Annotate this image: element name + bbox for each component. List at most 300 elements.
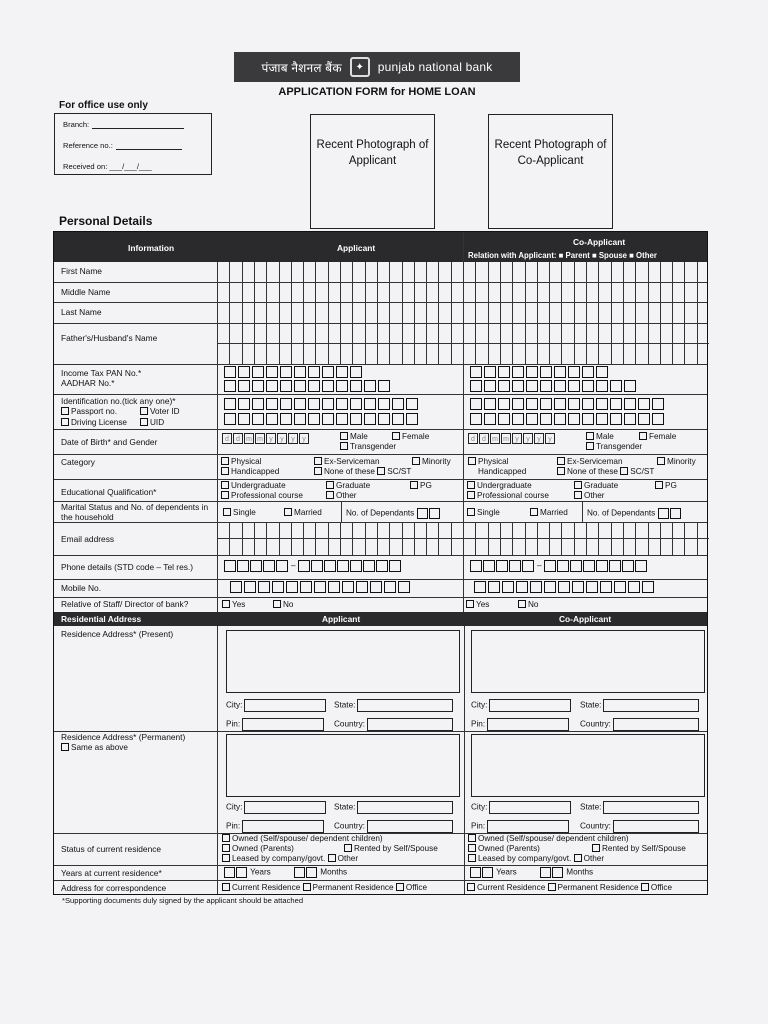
- coapplicant-id-boxes-2[interactable]: [470, 413, 665, 425]
- coapplicant-owned-self[interactable]: Owned (Self/spouse/ dependent children): [468, 834, 629, 843]
- phone-digit-box[interactable]: [609, 560, 621, 572]
- phone-digit-box[interactable]: [363, 560, 375, 572]
- char-box[interactable]: [470, 366, 482, 378]
- applicant-permanent-city[interactable]: City:: [226, 801, 326, 814]
- applicant-permanent-state[interactable]: State:: [334, 801, 453, 814]
- char-box[interactable]: [294, 380, 306, 392]
- char-box[interactable]: [322, 366, 334, 378]
- char-box[interactable]: [308, 380, 320, 392]
- applicant-phone-boxes[interactable]: [224, 560, 402, 572]
- char-box[interactable]: [378, 398, 390, 410]
- applicant-permanent-country[interactable]: Country:: [334, 820, 453, 833]
- char-box[interactable]: [474, 581, 486, 593]
- char-box[interactable]: [328, 581, 340, 593]
- coapplicant-female-option[interactable]: Female: [639, 432, 676, 441]
- char-box[interactable]: [392, 398, 404, 410]
- voter-id-option[interactable]: Voter ID: [140, 407, 180, 416]
- char-box[interactable]: [652, 398, 664, 410]
- char-box[interactable]: [224, 398, 236, 410]
- phone-digit-box[interactable]: [298, 560, 310, 572]
- coapplicant-handicapped-option[interactable]: Handicapped: [478, 467, 527, 476]
- char-box[interactable]: [370, 581, 382, 593]
- phone-digit-box[interactable]: [596, 560, 608, 572]
- received-field[interactable]: Received on: ___/___/___: [63, 162, 152, 171]
- applicant-dependants-field[interactable]: No. of Dependants: [346, 508, 441, 519]
- coapplicant-months-field[interactable]: Months: [540, 867, 593, 878]
- coapplicant-phone-boxes[interactable]: [470, 560, 648, 572]
- char-box[interactable]: [322, 380, 334, 392]
- applicant-permanent-address-box[interactable]: [226, 734, 460, 797]
- coapplicant-professional-option[interactable]: Professional course: [467, 491, 549, 500]
- char-box[interactable]: [512, 366, 524, 378]
- char-box[interactable]: [238, 380, 250, 392]
- coapplicant-correspondence-options[interactable]: Current Residence Permanent Residence Office: [467, 883, 672, 892]
- coapplicant-pg-option[interactable]: PG: [655, 481, 677, 490]
- char-box[interactable]: [582, 380, 594, 392]
- coapplicant-male-option[interactable]: Male: [586, 432, 614, 441]
- applicant-minority-option[interactable]: Minority: [412, 457, 451, 466]
- education-label: Educational Qualification*: [61, 487, 157, 497]
- identification-label: Identification no.(tick any one)*: [61, 396, 176, 406]
- grid-divider: [254, 262, 255, 364]
- char-box[interactable]: [266, 380, 278, 392]
- coapplicant-permanent-pin[interactable]: Pin:: [471, 820, 569, 833]
- phone-digit-box[interactable]: [557, 560, 569, 572]
- char-box[interactable]: [224, 380, 236, 392]
- phone-digit-box[interactable]: [350, 560, 362, 572]
- grid-divider: [537, 262, 538, 364]
- coapplicant-physical-option[interactable]: Physical: [468, 457, 509, 466]
- coapplicant-permanent-state[interactable]: State:: [580, 801, 699, 814]
- applicant-transgender-option[interactable]: Transgender: [340, 442, 396, 451]
- coapplicant-mobile-boxes[interactable]: [474, 581, 655, 593]
- applicant-pan-boxes[interactable]: [224, 366, 363, 378]
- dob-digit-box[interactable]: m: [244, 433, 254, 444]
- footnote: *Supporting documents duly signed by the applicant should be attached: [62, 896, 304, 905]
- grid-divider: [549, 262, 550, 364]
- years-residence-label: Years at current residence*: [61, 868, 162, 878]
- applicant-leased[interactable]: Leased by company/govt. Other: [222, 854, 358, 863]
- dob-digit-box[interactable]: y: [545, 433, 555, 444]
- phone-label: Phone details (STD code – Tel res.): [61, 562, 194, 572]
- coapplicant-permanent-address-box[interactable]: [471, 734, 705, 797]
- applicant-id-boxes-2[interactable]: [224, 413, 419, 425]
- char-box[interactable]: [498, 413, 510, 425]
- personal-details-heading: Personal Details: [59, 214, 153, 228]
- coapplicant-married-option[interactable]: Married: [530, 508, 568, 517]
- grid-divider: [525, 262, 526, 364]
- char-box[interactable]: [272, 581, 284, 593]
- char-box[interactable]: [610, 380, 622, 392]
- char-box[interactable]: [350, 413, 362, 425]
- char-box[interactable]: [378, 413, 390, 425]
- char-box[interactable]: [266, 398, 278, 410]
- char-box[interactable]: [294, 398, 306, 410]
- coapplicant-present-country[interactable]: Country:: [580, 718, 699, 731]
- applicant-professional-option[interactable]: Professional course: [221, 491, 303, 500]
- char-box[interactable]: [512, 380, 524, 392]
- applicant-present-pin[interactable]: Pin:: [226, 718, 324, 731]
- grid-divider: [377, 262, 378, 364]
- uid-option[interactable]: UID: [140, 418, 164, 427]
- same-as-above-option[interactable]: Same as above: [61, 743, 128, 752]
- char-box[interactable]: [364, 380, 376, 392]
- relation-with-applicant[interactable]: Relation with Applicant: ■ Parent ■ Spouse ■ Other: [468, 251, 657, 260]
- coapplicant-present-address-box[interactable]: [471, 630, 705, 693]
- char-box[interactable]: [582, 366, 594, 378]
- coapplicant-undergraduate-option[interactable]: Undergraduate: [467, 481, 532, 490]
- char-box[interactable]: [526, 398, 538, 410]
- char-box[interactable]: [308, 413, 320, 425]
- char-box[interactable]: [526, 380, 538, 392]
- char-box[interactable]: [596, 366, 608, 378]
- coapplicant-present-city[interactable]: City:: [471, 699, 571, 712]
- char-box[interactable]: [392, 413, 404, 425]
- char-box[interactable]: [558, 581, 570, 593]
- father-name-label: Father's/Husband's Name: [61, 333, 158, 343]
- char-box[interactable]: [238, 413, 250, 425]
- char-box[interactable]: [252, 398, 264, 410]
- grid-divider: [512, 262, 513, 364]
- coapplicant-owned-parents[interactable]: Owned (Parents): [468, 844, 540, 853]
- coapplicant-dob-boxes[interactable]: [468, 433, 556, 444]
- grid-divider: [402, 262, 403, 364]
- phone-digit-box[interactable]: [389, 560, 401, 572]
- dob-digit-box[interactable]: m: [501, 433, 511, 444]
- char-box[interactable]: [280, 398, 292, 410]
- char-box[interactable]: [572, 581, 584, 593]
- char-box[interactable]: [350, 366, 362, 378]
- char-box[interactable]: [600, 581, 612, 593]
- applicant-present-address-box[interactable]: [226, 630, 460, 693]
- char-box[interactable]: [300, 581, 312, 593]
- char-box[interactable]: [280, 380, 292, 392]
- char-box[interactable]: [378, 380, 390, 392]
- char-box[interactable]: [498, 380, 510, 392]
- char-box[interactable]: [526, 413, 538, 425]
- applicant-handicapped-option[interactable]: Handicapped: [221, 467, 279, 476]
- dob-digit-box[interactable]: d: [479, 433, 489, 444]
- char-box[interactable]: [230, 581, 242, 593]
- char-box[interactable]: [568, 398, 580, 410]
- coapplicant-photo-box[interactable]: Recent Photograph of Co-Applicant: [488, 114, 613, 229]
- applicant-photo-box[interactable]: Recent Photograph of Applicant: [310, 114, 435, 229]
- phone-digit-box[interactable]: [635, 560, 647, 572]
- char-box[interactable]: [540, 413, 552, 425]
- grid-divider: [623, 262, 624, 364]
- char-box[interactable]: [540, 366, 552, 378]
- phone-digit-box[interactable]: [276, 560, 288, 572]
- applicant-present-state[interactable]: State:: [334, 699, 453, 712]
- grid-divider: [635, 262, 636, 364]
- phone-digit-box[interactable]: [324, 560, 336, 572]
- char-box[interactable]: [350, 380, 362, 392]
- char-box[interactable]: [652, 413, 664, 425]
- char-box[interactable]: [406, 398, 418, 410]
- char-box[interactable]: [544, 581, 556, 593]
- phone-digit-box[interactable]: [544, 560, 556, 572]
- applicant-present-city[interactable]: City:: [226, 699, 326, 712]
- char-box[interactable]: [526, 366, 538, 378]
- applicant-mobile-boxes[interactable]: [230, 581, 411, 593]
- pan-label: Income Tax PAN No.*: [61, 368, 142, 378]
- phone-digit-box[interactable]: [570, 560, 582, 572]
- phone-digit-box[interactable]: [622, 560, 634, 572]
- driving-license-option[interactable]: Driving License: [61, 418, 127, 427]
- applicant-physical-option[interactable]: Physical: [221, 457, 262, 466]
- grid-divider: [500, 262, 501, 364]
- char-box[interactable]: [498, 398, 510, 410]
- applicant-female-option[interactable]: Female: [392, 432, 429, 441]
- char-box[interactable]: [530, 581, 542, 593]
- applicant-relative-yes[interactable]: Yes: [222, 600, 245, 609]
- char-box[interactable]: [624, 398, 636, 410]
- char-box[interactable]: [470, 380, 482, 392]
- char-box[interactable]: [364, 413, 376, 425]
- coapplicant-permanent-city[interactable]: City:: [471, 801, 571, 814]
- phone-digit-box[interactable]: [311, 560, 323, 572]
- char-box[interactable]: [238, 398, 250, 410]
- char-box[interactable]: [238, 366, 250, 378]
- char-box[interactable]: [554, 398, 566, 410]
- char-box[interactable]: [336, 413, 348, 425]
- coapplicant-graduate-option[interactable]: Graduate: [574, 481, 618, 490]
- char-box[interactable]: [596, 398, 608, 410]
- coapplicant-ex-serviceman-option[interactable]: Ex-Serviceman: [557, 457, 623, 466]
- char-box[interactable]: [596, 413, 608, 425]
- coapplicant-years-field[interactable]: Years: [470, 867, 517, 878]
- char-box[interactable]: [398, 581, 410, 593]
- dob-digit-box[interactable]: y: [288, 433, 298, 444]
- applicant-relative-no[interactable]: No: [273, 600, 293, 609]
- name-character-grid[interactable]: [217, 262, 709, 364]
- char-box[interactable]: [512, 398, 524, 410]
- grid-divider: [426, 262, 427, 364]
- char-box[interactable]: [294, 366, 306, 378]
- email-label: Email address: [61, 534, 115, 544]
- char-box[interactable]: [244, 581, 256, 593]
- applicant-none-option[interactable]: None of these SC/ST: [314, 467, 411, 476]
- char-box[interactable]: [610, 413, 622, 425]
- applicant-aadhar-boxes[interactable]: [224, 380, 391, 392]
- phone-digit-box[interactable]: [583, 560, 595, 572]
- char-box[interactable]: [498, 366, 510, 378]
- char-box[interactable]: [294, 413, 306, 425]
- char-box[interactable]: [540, 398, 552, 410]
- relative-label: Relative of Staff/ Director of bank?: [61, 599, 189, 609]
- char-box[interactable]: [224, 413, 236, 425]
- grid-divider: [303, 262, 304, 364]
- applicant-married-option[interactable]: Married: [284, 508, 322, 517]
- char-box[interactable]: [322, 413, 334, 425]
- phone-digit-box[interactable]: [337, 560, 349, 572]
- dob-label: Date of Birth* and Gender: [61, 437, 158, 447]
- phone-digit-box[interactable]: [376, 560, 388, 572]
- coapplicant-rented[interactable]: Rented by Self/Spouse: [592, 844, 686, 853]
- dob-digit-box[interactable]: d: [222, 433, 232, 444]
- char-box[interactable]: [336, 398, 348, 410]
- char-box[interactable]: [280, 413, 292, 425]
- char-box[interactable]: [582, 398, 594, 410]
- char-box[interactable]: [308, 398, 320, 410]
- char-box[interactable]: [484, 398, 496, 410]
- dob-digit-box[interactable]: d: [468, 433, 478, 444]
- dob-digit-box[interactable]: y: [534, 433, 544, 444]
- char-box[interactable]: [554, 366, 566, 378]
- phone-separator: –: [291, 561, 296, 571]
- coapplicant-leased[interactable]: Leased by company/govt. Other: [468, 854, 604, 863]
- coapplicant-dependants-field[interactable]: No. of Dependants: [587, 508, 682, 519]
- passport-option[interactable]: Passport no.: [61, 407, 117, 416]
- char-box[interactable]: [252, 366, 264, 378]
- char-box[interactable]: [512, 413, 524, 425]
- phone-digit-box[interactable]: [237, 560, 249, 572]
- applicant-single-option[interactable]: Single: [223, 508, 256, 517]
- applicant-id-boxes-1[interactable]: [224, 398, 419, 410]
- dob-digit-box[interactable]: y: [512, 433, 522, 444]
- char-box[interactable]: [568, 366, 580, 378]
- coapplicant-single-option[interactable]: Single: [467, 508, 500, 517]
- bank-name-english: punjab national bank: [377, 60, 493, 74]
- char-box[interactable]: [336, 380, 348, 392]
- grid-divider: [598, 262, 599, 364]
- char-box[interactable]: [624, 413, 636, 425]
- coapplicant-present-pin[interactable]: Pin:: [471, 718, 569, 731]
- coapplicant-permanent-country[interactable]: Country:: [580, 820, 699, 833]
- phone-digit-box[interactable]: [483, 560, 495, 572]
- char-box[interactable]: [252, 413, 264, 425]
- char-box[interactable]: [384, 581, 396, 593]
- branch-field[interactable]: Branch:: [63, 120, 184, 129]
- char-box[interactable]: [286, 581, 298, 593]
- char-box[interactable]: [252, 380, 264, 392]
- dob-digit-box[interactable]: y: [266, 433, 276, 444]
- coapplicant-transgender-option[interactable]: Transgender: [586, 442, 642, 451]
- char-box[interactable]: [554, 413, 566, 425]
- applicant-other-edu-option[interactable]: Other: [326, 491, 356, 500]
- char-box[interactable]: [568, 413, 580, 425]
- applicant-years-field[interactable]: Years: [224, 867, 271, 878]
- applicant-ex-serviceman-option[interactable]: Ex-Serviceman: [314, 457, 380, 466]
- char-box[interactable]: [350, 398, 362, 410]
- reference-field[interactable]: Reference no.:: [63, 141, 182, 150]
- dob-digit-box[interactable]: y: [299, 433, 309, 444]
- char-box[interactable]: [356, 581, 368, 593]
- char-box[interactable]: [484, 413, 496, 425]
- char-box[interactable]: [342, 581, 354, 593]
- dob-digit-box[interactable]: m: [255, 433, 265, 444]
- char-box[interactable]: [628, 581, 640, 593]
- applicant-undergraduate-option[interactable]: Undergraduate: [221, 481, 286, 490]
- present-address-label: Residence Address* (Present): [61, 629, 174, 639]
- char-box[interactable]: [266, 413, 278, 425]
- char-box[interactable]: [308, 366, 320, 378]
- phone-digit-box[interactable]: [522, 560, 534, 572]
- permanent-address-label: Residence Address* (Permanent): [61, 732, 186, 742]
- dob-digit-box[interactable]: y: [277, 433, 287, 444]
- phone-digit-box[interactable]: [263, 560, 275, 572]
- coapplicant-other-edu-option[interactable]: Other: [574, 491, 604, 500]
- char-box[interactable]: [586, 581, 598, 593]
- applicant-dob-boxes[interactable]: [222, 433, 310, 444]
- phone-digit-box[interactable]: [496, 560, 508, 572]
- char-box[interactable]: [280, 366, 292, 378]
- char-box[interactable]: [642, 581, 654, 593]
- phone-digit-box[interactable]: [470, 560, 482, 572]
- applicant-male-option[interactable]: Male: [340, 432, 368, 441]
- marital-label: Marital Status and No. of dependents in the household: [61, 502, 209, 522]
- phone-digit-box[interactable]: [224, 560, 236, 572]
- applicant-rented[interactable]: Rented by Self/Spouse: [344, 844, 438, 853]
- applicant-owned-parents[interactable]: Owned (Parents): [222, 844, 294, 853]
- coapplicant-minority-option[interactable]: Minority: [657, 457, 696, 466]
- char-box[interactable]: [406, 413, 418, 425]
- char-box[interactable]: [488, 581, 500, 593]
- applicant-present-country[interactable]: Country:: [334, 718, 453, 731]
- char-box[interactable]: [568, 380, 580, 392]
- applicant-correspondence-options[interactable]: Current Residence Permanent Residence Office: [222, 883, 427, 892]
- coapplicant-relative-yes[interactable]: Yes: [466, 600, 489, 609]
- char-box[interactable]: [484, 380, 496, 392]
- char-box[interactable]: [582, 413, 594, 425]
- applicant-months-field[interactable]: Months: [294, 867, 347, 878]
- dob-digit-box[interactable]: y: [523, 433, 533, 444]
- char-box[interactable]: [610, 398, 622, 410]
- application-form-table: [53, 231, 708, 895]
- coapplicant-none-option[interactable]: None of these SC/ST: [557, 467, 654, 476]
- char-box[interactable]: [554, 380, 566, 392]
- coapplicant-id-boxes-1[interactable]: [470, 398, 665, 410]
- char-box[interactable]: [624, 380, 636, 392]
- char-box[interactable]: [614, 581, 626, 593]
- dob-digit-box[interactable]: m: [490, 433, 500, 444]
- char-box[interactable]: [322, 398, 334, 410]
- dob-digit-box[interactable]: d: [233, 433, 243, 444]
- char-box[interactable]: [596, 380, 608, 392]
- grid-divider: [648, 262, 649, 364]
- char-box[interactable]: [470, 413, 482, 425]
- phone-digit-box[interactable]: [509, 560, 521, 572]
- grid-divider: [561, 262, 562, 364]
- char-box[interactable]: [364, 398, 376, 410]
- coapplicant-relative-no[interactable]: No: [518, 600, 538, 609]
- coapplicant-present-state[interactable]: State:: [580, 699, 699, 712]
- coapplicant-aadhar-boxes[interactable]: [470, 380, 637, 392]
- applicant-owned-self[interactable]: Owned (Self/spouse/ dependent children): [222, 834, 383, 843]
- char-box[interactable]: [638, 398, 650, 410]
- applicant-pg-option[interactable]: PG: [410, 481, 432, 490]
- char-box[interactable]: [224, 366, 236, 378]
- char-box[interactable]: [638, 413, 650, 425]
- mobile-label: Mobile No.: [61, 583, 102, 593]
- char-box[interactable]: [502, 581, 514, 593]
- char-box[interactable]: [314, 581, 326, 593]
- char-box[interactable]: [540, 380, 552, 392]
- char-box[interactable]: [470, 398, 482, 410]
- char-box[interactable]: [266, 366, 278, 378]
- char-box[interactable]: [484, 366, 496, 378]
- grid-divider: [672, 262, 673, 364]
- char-box[interactable]: [516, 581, 528, 593]
- applicant-permanent-pin[interactable]: Pin:: [226, 820, 324, 833]
- aadhar-label: AADHAR No.*: [61, 378, 115, 388]
- first-name-label: First Name: [61, 266, 102, 276]
- char-box[interactable]: [258, 581, 270, 593]
- coapplicant-pan-boxes[interactable]: [470, 366, 609, 378]
- phone-digit-box[interactable]: [250, 560, 262, 572]
- applicant-graduate-option[interactable]: Graduate: [326, 481, 370, 490]
- char-box[interactable]: [336, 366, 348, 378]
